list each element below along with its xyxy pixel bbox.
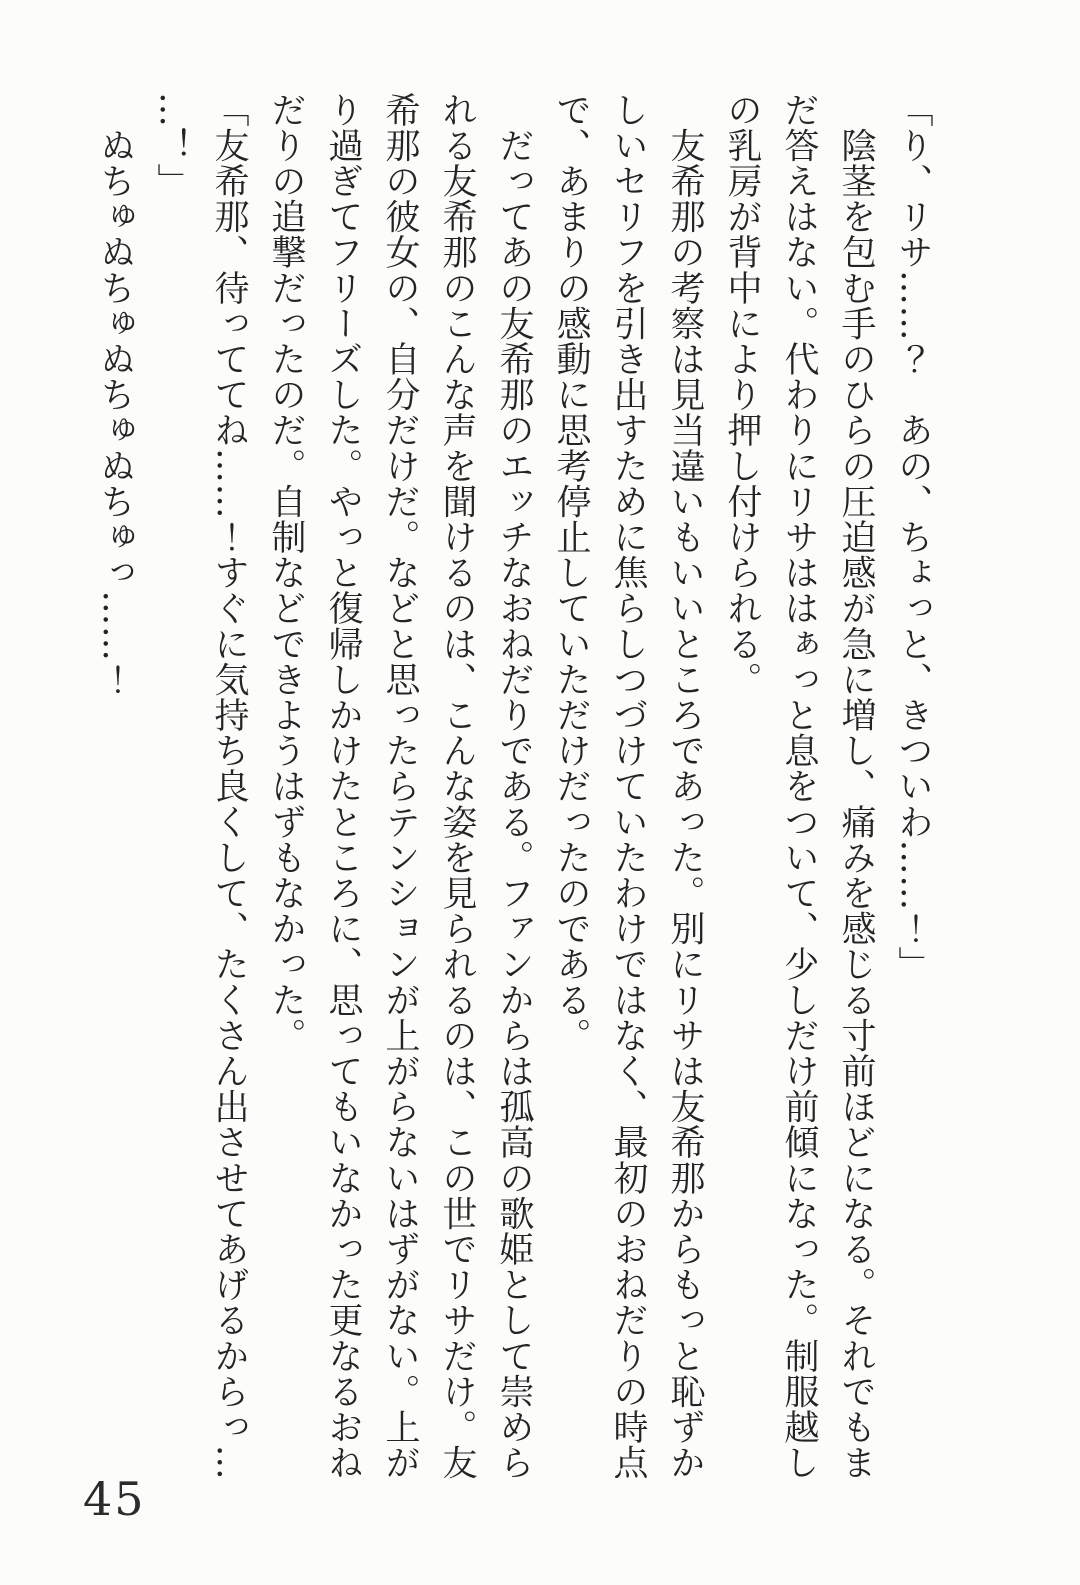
text-line: …！」 <box>152 92 192 199</box>
text-line: の乳房が背中により押し付けられる。 <box>722 92 762 698</box>
text-line: 友希那の考察は見当違いもいいところであった。別にリサは友希那からもっと恥ずか <box>665 92 705 1481</box>
text-line: ぬちゅぬちゅぬちゅぬちゅっ……！ <box>95 92 135 698</box>
vertical-text-block <box>86 92 941 1488</box>
text-line: 「り、リサ……？ あの、ちょっと、きついわ……！」 <box>893 92 933 982</box>
text-line: だ答えはない。代わりにリサははぁっと息をついて、少しだけ前傾になった。制服越し <box>779 92 819 1481</box>
text-line: 陰茎を包む手のひらの圧迫感が急に増し、痛みを感じる寸前ほどになる。それでもま <box>836 92 876 1481</box>
text-line: しいセリフを引き出すために焦らしつづけていたわけではなく、最初のおねだりの時点 <box>608 92 648 1481</box>
text-line: 希那の彼女の、自分だけだ。などと思ったらテンションが上がらないはずがない。上が <box>380 92 420 1481</box>
text-line: れる友希那のこんな声を聞けるのは、こんな姿を見られるのは、この世でリサだけ。友 <box>437 92 477 1481</box>
text-line: り過ぎてフリーズした。やっと復帰しかけたところに、思ってもいなかった更なるおね <box>323 92 363 1481</box>
text-line: だりの追撃だったのだ。自制などできようはずもなかった。 <box>266 92 306 1054</box>
text-line: だってあの友希那のエッチなおねだりである。ファンからは孤高の歌姫として崇めら <box>494 92 534 1481</box>
text-line: で、あまりの感動に思考停止していただけだったのである。 <box>551 92 591 1054</box>
text-line: 「友希那、待っててね……！すぐに気持ち良くして、たくさん出させてあげるからっ… <box>209 92 249 1481</box>
page-number: 45 <box>83 1472 146 1526</box>
